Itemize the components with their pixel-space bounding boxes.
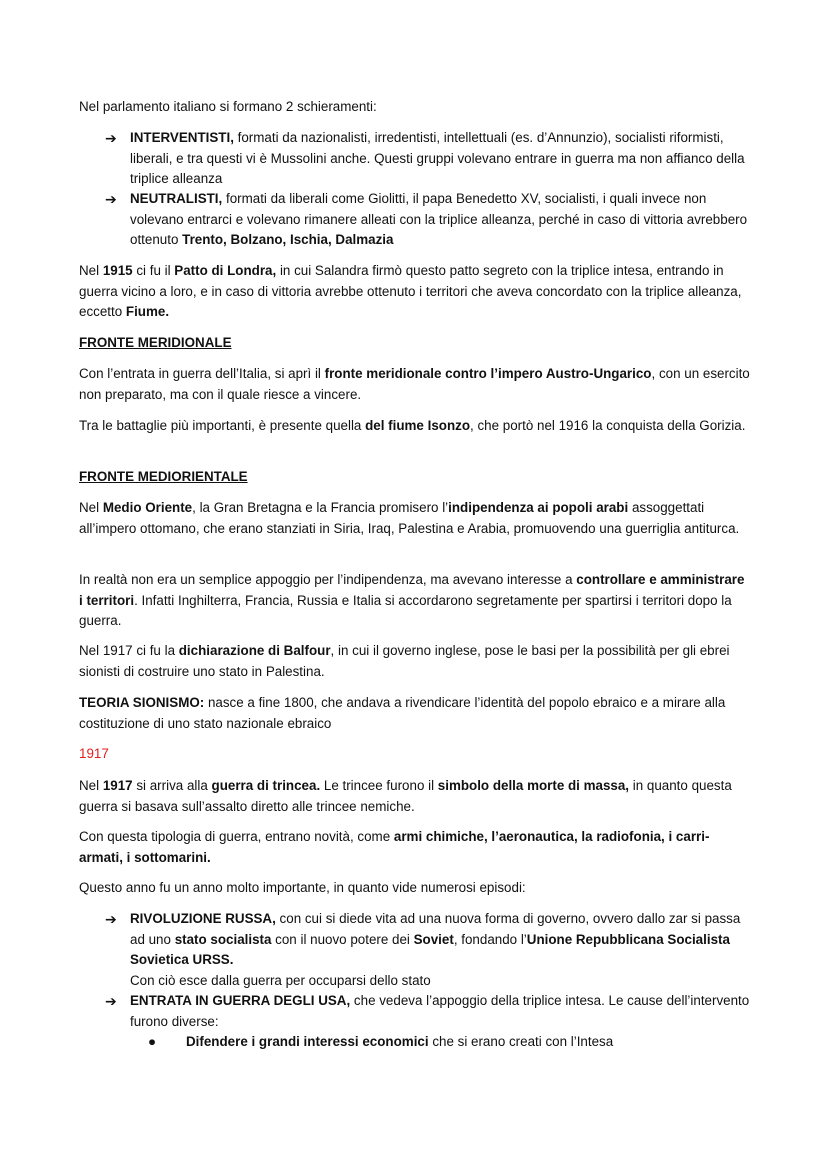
arrow-bullet-icon: ➔: [105, 191, 117, 207]
paragraph-meridionale-1: Con l’entrata in guerra dell’Italia, si aprì il fronte meridionale contro l’impero Austro-Ungarico, con un esercito non preparato, ma con il quale riesce a vincere.: [79, 366, 750, 402]
arrow-bullet-icon: ➔: [105, 993, 117, 1009]
paragraph-sionismo: TEORIA SIONISMO: nasce a fine 1800, che andava a rivendicare l’identità del popolo ebraico e a mirare alla costituzione di uno stato nazionale ebraico: [79, 695, 726, 731]
arrow-bullet-icon: ➔: [105, 911, 117, 927]
list-item-usa: ➔ ENTRATA IN GUERRA DEGLI USA, che vedeva l’appoggio della triplice intesa. Le cause dell’intervento furono diverse:: [105, 993, 750, 1029]
list-item-neutralisti: ➔ NEUTRALISTI, formati da liberali come Giolitti, il papa Benedetto XV, socialisti, i quali invece non volevano entrarci e volevano rimanere alleati con la triplice alleanza, perché in caso di vittoria avrebbero ottenuto Trento, Bolzano, Ischia, Dalmazia: [105, 191, 748, 247]
bullet-dot-icon: ●: [148, 1034, 157, 1049]
heading-fronte-meridionale: FRONTE MERIDIONALE: [79, 335, 232, 350]
sub-list-item: ● Difendere i grandi interessi economici che si erano creati con l’Intesa: [148, 1032, 748, 1053]
list-item-continuation: Con ciò esce dalla guerra per occuparsi dello stato: [130, 972, 431, 988]
list-item-interventisti: ➔ INTERVENTISTI, formati da nazionalisti, irredentisti, intellettuali (es. d’Annunzio), socialisti riformisti, liberali, e tra questi vi è Mussolini anche. Questi gruppi volevano entrare in guerra ma non affianco della triplice alleanza: [105, 130, 745, 186]
paragraph-1915: Nel 1915 ci fu il Patto di Londra, in cui Salandra firmò questo patto segreto con la triplice intesa, entrando in guerra vicino a loro, e in caso di vittoria avrebbe ottenuto i territori che aveva concordato con la triplice alleanza, eccetto Fiume.: [79, 263, 742, 319]
paragraph-anno: Questo anno fu un anno molto importante, in quanto vide numerosi episodi:: [79, 880, 526, 895]
paragraph-mediorientale-2: In realtà non era un semplice appoggio per l’indipendenza, ma avevano interesse a controllare e amministrare i territori. Infatti Inghilterra, Francia, Russia e Italia si accordarono segretamente per spartirsi i territori dopo la guerra.: [79, 572, 745, 628]
paragraph-meridionale-2: Tra le battaglie più importanti, è presente quella del fiume Isonzo, che portò nel 1916 la conquista della Gorizia.: [79, 418, 746, 433]
intro-paragraph: Nel parlamento italiano si formano 2 schieramenti:: [79, 99, 377, 114]
paragraph-trincea: Nel 1917 si arriva alla guerra di trincea. Le trincee furono il simbolo della morte di massa, in quanto questa guerra si basava sull’assalto diretto alle trincee nemiche.: [79, 778, 732, 814]
paragraph-mediorientale-1: Nel Medio Oriente, la Gran Bretagna e la Francia promisero l’indipendenza ai popoli arabi assoggettati all’impero ottomano, che erano stanziati in Siria, Iraq, Palestina e Arabia, promuovendo una guerriglia antiturca.: [79, 500, 740, 536]
list-item-rivoluzione-russa: ➔ RIVOLUZIONE RUSSA, con cui si diede vita ad una nuova forma di governo, ovvero dallo zar si passa ad uno stato socialista con il nuovo potere dei Soviet, fondando l’Unione Repubblicana Socialista Sovietica URSS. Con ciò esce dalla guerra per occuparsi dello stato: [105, 909, 755, 991]
paragraph-balfour: Nel 1917 ci fu la dichiarazione di Balfour, in cui il governo inglese, pose le basi per la possibilità per gli ebrei sionisti di costruire uno stato in Palestina.: [79, 643, 730, 679]
heading-fronte-mediorientale: FRONTE MEDIORIENTALE: [79, 469, 248, 484]
arrow-bullet-icon: ➔: [105, 130, 117, 146]
paragraph-novita: Con questa tipologia di guerra, entrano novità, come armi chimiche, l’aeronautica, la radiofonia, i carri-armati, i sottomarini.: [79, 829, 710, 865]
heading-1917: 1917: [79, 746, 109, 761]
